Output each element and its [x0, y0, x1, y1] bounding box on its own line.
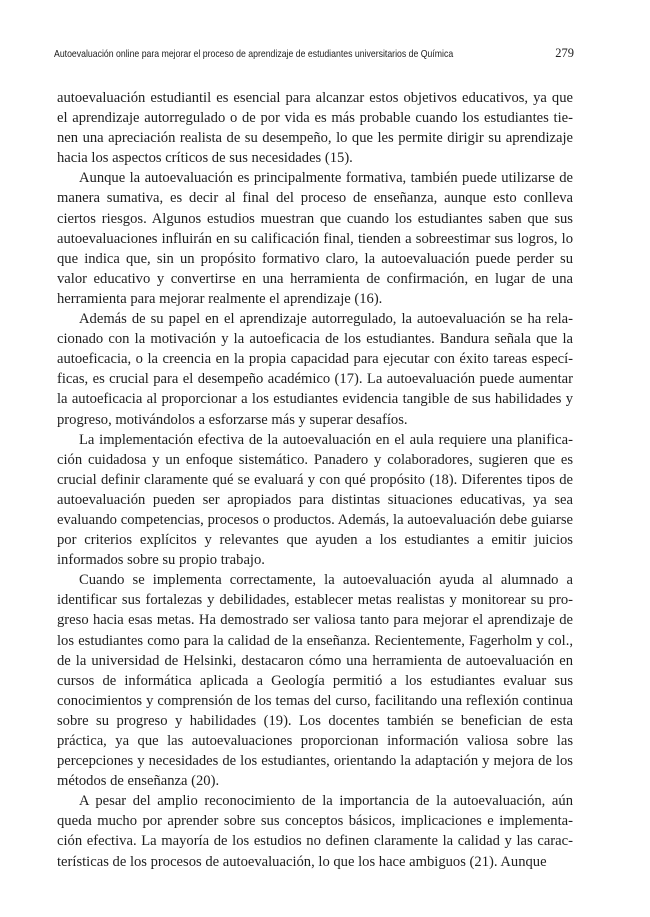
paragraph-open-questions: A pesar del amplio reconocimiento de la importancia de la autoevaluación, aún queda mucho por aprender sobre sus conceptos básicos, implicaciones e implementación efectiva. La mayoría de los estudios no definen claramente la calidad y las características de los procesos de autoevaluación, lo que los hace ambiguos (21). Aunque	[57, 793, 573, 870]
body-text	[57, 88, 573, 872]
paragraph-benefits: Cuando se implementa correctamente, la autoevaluación ayuda al alumnado a identificar sus fortalezas y debilidades, establecer metas realistas y monitorear su progreso hacia esas metas. Ha demostrado ser valiosa tanto para mejorar el aprendizaje de los estudiantes como para la calidad de la enseñanza. Recientemente, Fagerholm y col., de la universidad de Helsinki, destacaron cómo una herramienta de autoevaluación en cursos de informática aplicada a Geología permitió a los estudiantes evaluar sus conocimientos y comprensión de los temas del curso, facilitando una reflexión continua sobre su progreso y habilidades (19). Los docentes también se benefician de esta práctica, ya que las autoevaluaciones proporcionan información valiosa sobre las percepciones y necesidades de los estudiantes, orientando la adaptación y mejora de los métodos de enseñanza (20).	[57, 572, 573, 790]
paragraph-implementation: La implementación efectiva de la autoevaluación en el aula requiere una planificación cuidadosa y un enfoque sistemático. Panadero y colaboradores, sugieren que es crucial definir claramente qué se evaluará y con qué propósito (18). Diferentes tipos de autoevaluación pueden ser apropiados para distintas situaciones educativas, ya sea evaluando competencias, procesos o productos. Además, la autoevaluación debe guiarse por criterios explícitos y relevantes que ayuden a los estudiantes a emitir juicios informados sobre su propio trabajo.	[57, 431, 573, 569]
running-header	[54, 46, 574, 61]
paragraph-summative-use: Aunque la autoevaluación es principalmente formativa, también puede utilizarse de manera sumativa, es decir al final del proceso de enseñanza, aunque esto conlleva ciertos riesgos. Algunos estudios muestran que cuando los estudiantes saben que sus autoevaluaciones influirán en su calificación final, tienden a sobreestimar sus logros, lo que indica que, sin un propósito formativo claro, la autoevaluación puede perder su valor educativo y convertirse en una herramienta de confirmación, en lugar de una herramienta para mejorar realmente el aprendizaje (16).	[57, 170, 573, 307]
paragraph-continuation: autoevaluación estudiantil es esencial para alcanzar estos objetivos educativos, ya que el aprendizaje autorregulado o de por vida es más probable cuando los estudiantes tienen una apreciación realista de su desempeño, lo que les permite dirigir su aprendizaje hacia los aspectos críticos de sus necesidades (15).	[57, 90, 573, 167]
running-title: Autoevaluación online para mejorar el proceso de aprendizaje de estudiantes universitarios de Química	[54, 48, 454, 60]
page-number: 279	[555, 46, 574, 60]
paragraph-self-efficacy: Además de su papel en el aprendizaje autorregulado, la autoevaluación se ha relacionado con la motivación y la autoeficacia de los estudiantes. Bandura señala que la autoeficacia, o la creencia en la propia capacidad para ejecutar con éxito tareas específicas, es crucial para el desempeño académico (17). La autoevaluación puede aumentar la autoeficacia al proporcionar a los estudiantes evidencia tangible de sus habilidades y progreso, motivándolos a esforzarse más y superar desafíos.	[57, 311, 573, 428]
